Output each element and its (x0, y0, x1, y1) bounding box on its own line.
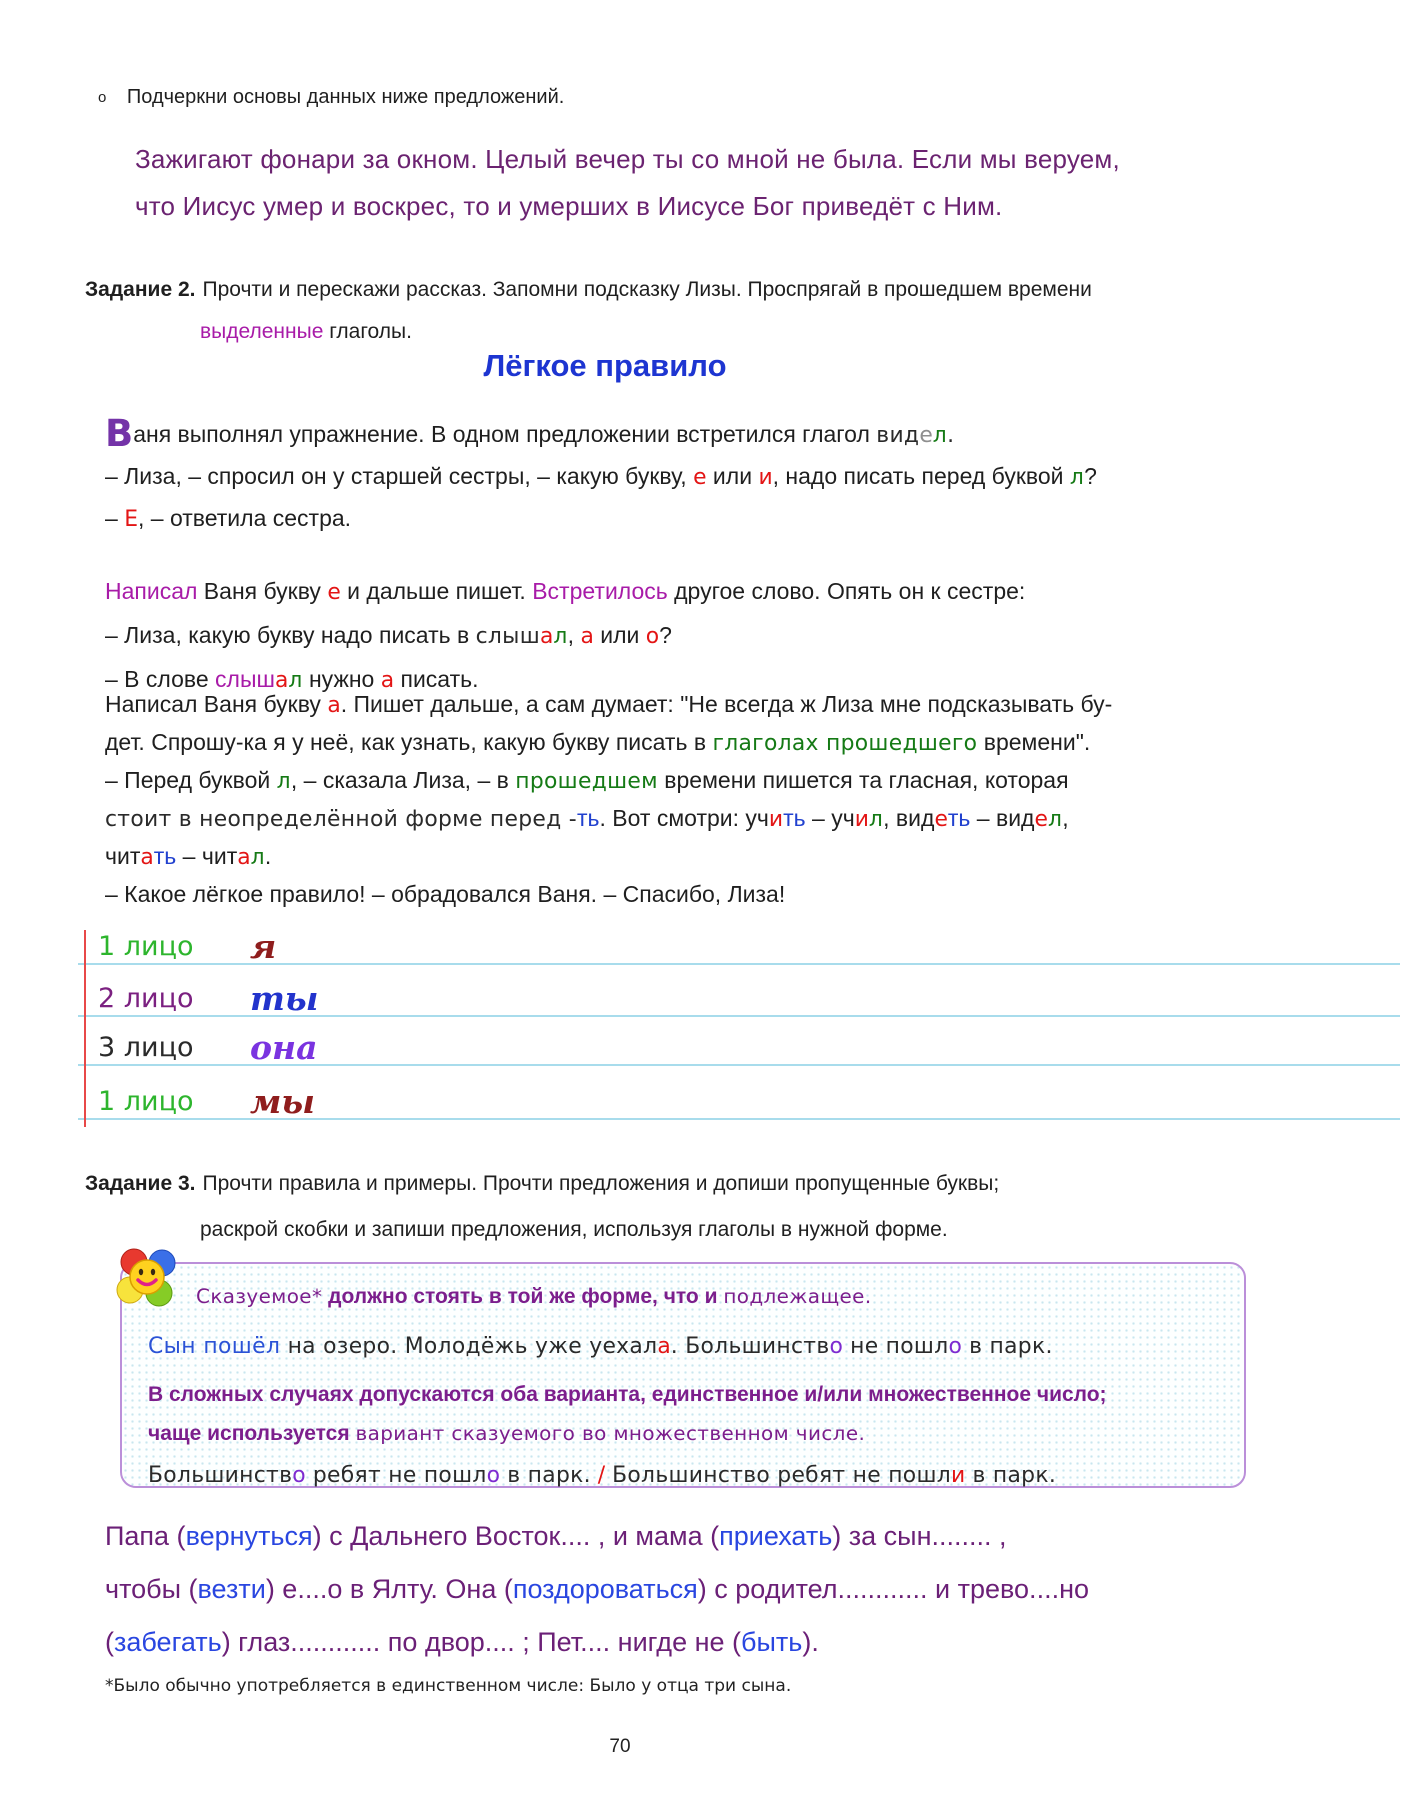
rule-line: Сказуемое* должно стоять в той же форме, что и подлежащее. (196, 1284, 872, 1308)
footnote: *Было обычно употребляется в единственном числе: Было у отца три сына. (105, 1676, 792, 1696)
person-label: 1 лицо (98, 931, 194, 962)
page-number: 70 (609, 1736, 631, 1757)
task3-heading (85, 1172, 999, 1196)
notebook-margin-line (84, 930, 86, 1127)
exercise-text (105, 1510, 1225, 1669)
story-line: Написал Ваня букву е и дальше пишет. Встретилось другое слово. Опять он к сестре: (105, 578, 1026, 605)
conjugation-row (78, 928, 1400, 965)
story-line: Написал Ваня букву а. Пишет дальше, а сам думает: "Не всегда ж Лиза мне подсказывать бу- (105, 691, 1113, 718)
exercise-line: чтобы (везти) е....о в Ялту. Она (поздороваться) с родител............ и трево....но (105, 1574, 1089, 1604)
story-line: стоит в неопределённой форме перед -ть. Вот смотри: учить – учил, видеть – видел, (105, 805, 1069, 832)
story-paragraph-1 (105, 414, 1195, 540)
story-paragraph-3 (105, 686, 1195, 913)
story-line: – В слове слышал нужно а писать. (105, 666, 479, 693)
person-label: 3 лицо (98, 1032, 194, 1063)
conjugation-row (78, 1017, 1400, 1066)
task2-label: Задание 2. (85, 278, 196, 301)
handwritten-pronoun: она (250, 1028, 318, 1067)
rule-box (120, 1262, 1246, 1488)
handwritten-pronoun: мы (250, 1082, 315, 1121)
conjugation-row (78, 1066, 1400, 1120)
exercise-line: Папа (вернуться) с Дальнего Восток.... , и мама (приехать) за сын........ , (105, 1521, 1007, 1551)
story-line: – Е, – ответила сестра. (105, 505, 352, 532)
story-line: – Какое лёгкое правило! – обрадовался Ваня. – Спасибо, Лиза! (105, 881, 786, 907)
story-paragraph-2 (105, 570, 1195, 702)
story-line: – Лиза, – спросил он у старшей сестры, – какую букву, е или и, надо писать перед буквой л? (105, 463, 1097, 490)
task2-heading (85, 278, 1092, 302)
story-line: дет. Спрошу-ка я у неё, как узнать, какую букву писать в глаголах прошедшего времени". (105, 729, 1091, 756)
story-line: читать – читал. (105, 843, 272, 870)
rule-box-body (120, 1262, 1246, 1488)
conjugation-row (78, 965, 1400, 1017)
task3-text: Прочти правила и примеры. Прочти предложения и допиши пропущенные буквы; (202, 1172, 1000, 1195)
task2-text: Прочти и перескажи рассказ. Запомни подсказку Лизы. Проспрягай в прошедшем времени (202, 278, 1092, 301)
handwritten-pronoun: ты (250, 979, 319, 1018)
handwritten-pronoun: я (250, 927, 277, 966)
rule-line: чаще используется вариант сказуемого во множественном числе. (148, 1421, 866, 1445)
intro-sentences (135, 136, 1215, 230)
rule-example-line: Большинство ребят не пошло в парк. / Большинство ребят не пошли в парк. (148, 1463, 1057, 1488)
flower-smiley-icon (115, 1247, 181, 1313)
task3-line2: раскрой скобки и запиши предложения, используя глаголы в нужной форме. (200, 1218, 948, 1241)
bullet-instruction (98, 86, 564, 109)
person-label: 1 лицо (98, 1086, 194, 1117)
story-line: Ваня выполнял упражнение. В одном предложении встретился глагол видел. (105, 412, 955, 455)
intro-line: что Иисус умер и воскрес, то и умерших в Иисусе Бог приведёт с Ним. (135, 191, 1003, 221)
story-line: – Перед буквой л, – сказала Лиза, – в прошедшем времени пишется та гласная, которая (105, 767, 1069, 794)
intro-line: Зажигают фонари за окном. Целый вечер ты со мной не была. Если мы веруем, (135, 144, 1120, 174)
story-line: – Лиза, какую букву надо писать в слышал, а или о? (105, 622, 672, 649)
rule-line: В сложных случаях допускаются оба варианта, единственное и/или множественное число; (148, 1383, 1107, 1406)
conjugation-table (78, 928, 1400, 1120)
circle-bullet-icon: o (98, 89, 107, 106)
task2-line2: выделенные глаголы. (200, 320, 412, 343)
rule-example-line: Сын пошёл на озеро. Молодёжь уже уехала. Большинство не пошло в парк. (148, 1334, 1053, 1359)
task3-label: Задание 3. (85, 1172, 196, 1195)
exercise-line: (забегать) глаз............ по двор.... ; Пет.... нигде не (быть). (105, 1627, 819, 1657)
story-title: Лёгкое правило (483, 348, 727, 383)
person-label: 2 лицо (98, 983, 194, 1014)
bullet-text: Подчеркни основы данных ниже предложений. (126, 86, 565, 108)
